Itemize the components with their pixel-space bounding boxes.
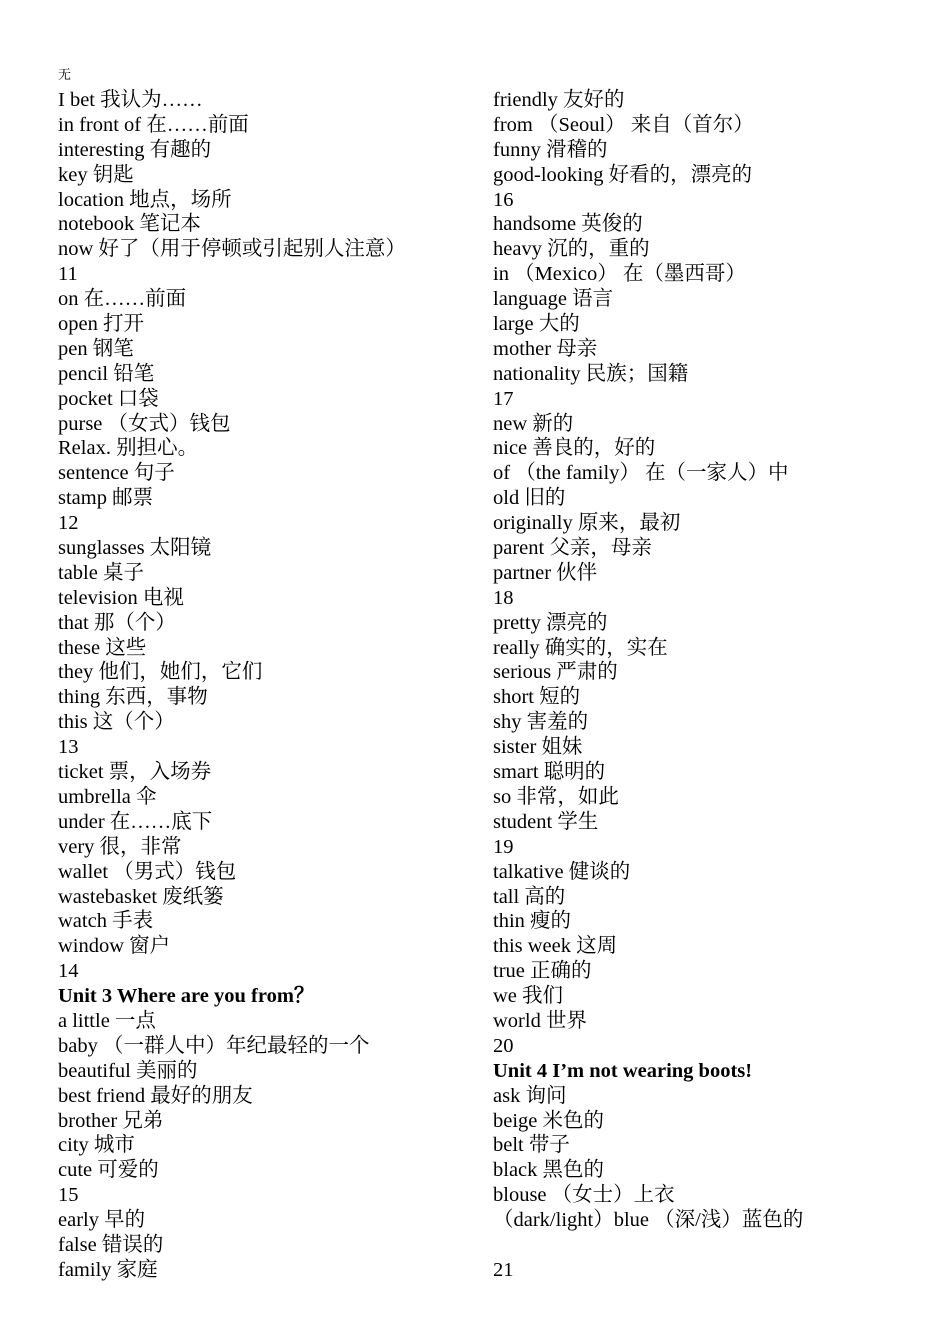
vocab-entry: nationality 民族；国籍 (493, 362, 689, 385)
vocab-entry: originally 原来，最初 (493, 512, 681, 535)
vocab-entry: beige 米色的 (493, 1109, 605, 1132)
vocab-entry: brother 兄弟 (58, 1109, 164, 1132)
vocab-entry: ticket 票，入场券 (58, 761, 212, 784)
vocab-entry: this 这（个） (58, 711, 175, 734)
unit-heading: Unit 4 I’m not wearing boots! (493, 1059, 753, 1082)
vocab-entry: in （Mexico） 在（墨西哥） (493, 263, 746, 286)
vocab-entry: from （Seoul） 来自（首尔） (493, 113, 754, 136)
vocab-entry: baby （一群人中）年纪最轻的一个 (58, 1034, 370, 1057)
vocab-entry: best friend 最好的朋友 (58, 1084, 253, 1107)
vocab-entry: interesting 有趣的 (58, 138, 212, 161)
page-number: 19 (493, 835, 514, 858)
right-column (493, 88, 933, 1283)
vocab-entry: window 窗户 (58, 935, 171, 958)
vocab-entry: old 旧的 (493, 487, 566, 510)
vocab-entry: beautiful 美丽的 (58, 1059, 198, 1082)
vocab-entry: under 在……底下 (58, 810, 213, 833)
vocab-entry: notebook 笔记本 (58, 213, 201, 236)
vocab-entry: family 家庭 (58, 1258, 158, 1281)
vocab-entry: now 好了（用于停顿或引起别人注意） (58, 238, 406, 261)
vocab-entry: black 黑色的 (493, 1159, 605, 1182)
vocab-entry: shy 害羞的 (493, 711, 589, 734)
vocab-entry: large 大的 (493, 313, 580, 336)
vocab-entry: very 很，非常 (58, 835, 182, 858)
vocab-entry: purse （女式）钱包 (58, 412, 231, 435)
page-number: 15 (58, 1184, 79, 1207)
vocab-entry: new 新的 (493, 412, 574, 435)
vocab-entry: true 正确的 (493, 960, 592, 983)
vocab-entry: location 地点，场所 (58, 188, 232, 211)
vocab-entry: stamp 邮票 (58, 487, 154, 510)
vocab-entry: table 桌子 (58, 561, 144, 584)
vocab-entry: funny 滑稽的 (493, 138, 608, 161)
vocab-entry: we 我们 (493, 985, 564, 1008)
vocab-entry: student 学生 (493, 810, 599, 833)
vocab-entry: cute 可爱的 (58, 1159, 159, 1182)
vocab-entry: so 非常，如此 (493, 785, 619, 808)
page-number: 18 (493, 586, 514, 609)
page-number: 12 (58, 512, 79, 535)
vocab-entry: Relax. 别担心。 (58, 437, 199, 460)
vocab-entry: heavy 沉的，重的 (493, 238, 650, 261)
page-number: 17 (493, 387, 514, 410)
unit-heading: Unit 3 Where are you from？ (58, 985, 315, 1008)
vocab-entry: blouse （女士）上衣 (493, 1184, 675, 1207)
vocab-entry: television 电视 (58, 586, 184, 609)
vocab-entry: sister 姐妹 (493, 736, 583, 759)
vocab-entry: wallet （男式）钱包 (58, 860, 237, 883)
vocab-entry: city 城市 (58, 1134, 135, 1157)
vocab-entry: world 世界 (493, 1009, 587, 1032)
vocab-entry: friendly 友好的 (493, 89, 625, 111)
vocab-entry: umbrella 伞 (58, 785, 157, 808)
vocab-entry: pocket 口袋 (58, 387, 159, 410)
page-number: 13 (58, 736, 79, 759)
vocab-entry: really 确实的，实在 (493, 636, 668, 659)
vocab-entry: in front of 在……前面 (58, 113, 249, 136)
vocab-entry: watch 手表 (58, 910, 154, 933)
page-number: 16 (493, 188, 514, 211)
vocab-entry: sunglasses 太阳镜 (58, 537, 212, 560)
page-number: 11 (58, 263, 78, 286)
vocab-entry: they 他们，她们，它们 (58, 661, 263, 684)
vocab-entry: I bet 我认为…… (58, 89, 203, 111)
vocab-entry: mother 母亲 (493, 337, 598, 360)
page-number: 21 (493, 1258, 514, 1281)
vocab-entry: parent 父亲，母亲 (493, 537, 652, 560)
vocab-entry: short 短的 (493, 686, 581, 709)
vocab-entry: pencil 铅笔 (58, 362, 155, 385)
vocab-entry: handsome 英俊的 (493, 213, 643, 236)
vocab-entry: ask 询问 (493, 1084, 567, 1107)
vocab-entry: on 在……前面 (58, 288, 187, 311)
vocab-entry: a little 一点 (58, 1009, 156, 1032)
vocab-entry: nice 善良的，好的 (493, 437, 656, 460)
vocab-entry: key 钥匙 (58, 163, 134, 186)
page-number: 20 (493, 1034, 514, 1057)
vocab-entry: of （the family） 在（一家人）中 (493, 462, 789, 485)
header-mark: 无 (58, 67, 72, 82)
vocab-entry: sentence 句子 (58, 462, 175, 485)
vocab-entry: early 早的 (58, 1209, 146, 1232)
vocab-entry: belt 带子 (493, 1134, 570, 1157)
vocab-entry: tall 高的 (493, 885, 566, 908)
vocab-entry: wastebasket 废纸篓 (58, 885, 224, 908)
vocab-entry: false 错误的 (58, 1233, 164, 1256)
vocab-entry: pretty 漂亮的 (493, 611, 608, 634)
blank-line (493, 1233, 933, 1258)
vocab-entry: partner 伙伴 (493, 561, 598, 584)
vocab-entry: （dark/light）blue （深/浅）蓝色的 (493, 1209, 804, 1232)
vocab-entry: talkative 健谈的 (493, 860, 631, 883)
vocab-entry: thing 东西，事物 (58, 686, 208, 709)
vocab-entry: pen 钢笔 (58, 337, 134, 360)
vocab-entry: this week 这周 (493, 935, 618, 958)
vocab-entry: smart 聪明的 (493, 761, 606, 784)
left-column (58, 88, 468, 1283)
page-number: 14 (58, 960, 79, 983)
vocab-entry: thin 瘦的 (493, 910, 572, 933)
vocab-entry: language 语言 (493, 288, 614, 311)
vocab-entry: good-looking 好看的，漂亮的 (493, 163, 753, 186)
vocab-entry: these 这些 (58, 636, 147, 659)
vocab-entry: that 那（个） (58, 611, 176, 634)
vocab-entry: open 打开 (58, 313, 144, 336)
vocab-entry: serious 严肃的 (493, 661, 618, 684)
